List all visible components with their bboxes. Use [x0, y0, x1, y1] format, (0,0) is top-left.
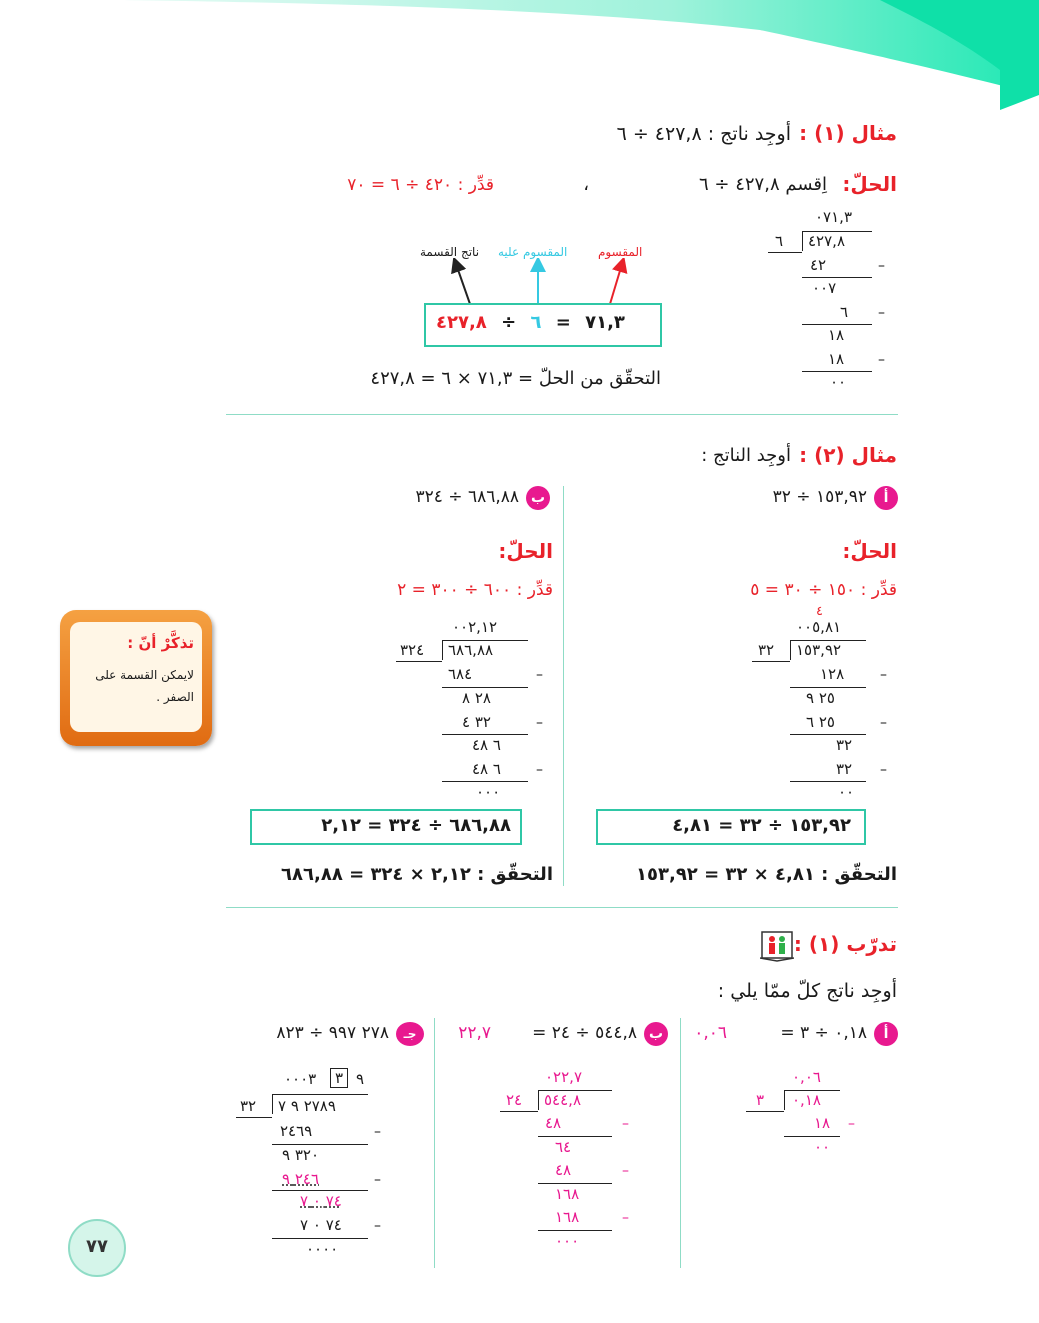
practice-a-badge: أ — [874, 1022, 898, 1046]
remember-title: تذكَّرْ أنّ : — [127, 634, 194, 652]
ex1-ld-line — [802, 324, 872, 325]
ex1-ld-divisor-line — [768, 252, 802, 253]
practice-c-ld: ٩ — [356, 1070, 365, 1088]
practice-column-divider — [434, 1018, 435, 1268]
practice-b-ld: ٥٤٤,٨ — [544, 1091, 581, 1109]
minus: – — [880, 762, 887, 778]
ex1-ld-quotient: ٠٧١,٣ — [815, 208, 852, 226]
minus: – — [374, 1172, 381, 1188]
practice-a-ld: ٣ — [756, 1091, 765, 1109]
ex1-ld-row5: ١٨ — [828, 350, 845, 368]
ex1-title: مثال (١) : — [799, 121, 897, 145]
ex2-b-ld-row: ٦ ٤٨ — [472, 736, 501, 754]
ex2-b-ld-dividend: ٦٨٦,٨٨ — [448, 641, 494, 659]
ex2-a-ld-line — [790, 781, 866, 782]
ex2-a-ld-row: ٢٥ ٩ — [806, 689, 835, 707]
practice-c-ld: ٠٠٠٠ — [306, 1240, 339, 1258]
ex2-b-solution-label: الحلّ: — [498, 539, 553, 563]
ex2-b-ld-divisor: ٣٢٤ — [400, 641, 425, 659]
ex1-ld-dividend: ٤٢٧,٨ — [808, 232, 845, 250]
ex2-b-check: التحقّق : ٢,١٢ × ٣٢٤ = ٦٨٦,٨٨ — [281, 864, 553, 885]
ex2-a-ld-line — [790, 687, 866, 688]
practice-title: تدرّب (١) : — [793, 932, 897, 956]
practice-c-ld: ٣٢٠ ٩ — [282, 1146, 320, 1164]
practice-b-ld: ٤٨ — [555, 1161, 572, 1179]
practice-c-badge: جـ — [396, 1022, 424, 1046]
ex2-b-ld-row: ٦٨٤ — [448, 665, 473, 683]
ex2-a-ld-row: ٣٢ — [836, 760, 853, 778]
ex2-a-ld-row: ٠٠ — [838, 783, 855, 801]
practice-c-ld: ٣٢ — [240, 1097, 257, 1115]
ex1-ld-divisor: ٦ — [775, 232, 784, 250]
practice-c-ld-bar — [272, 1094, 368, 1095]
ex1-solution-label: الحلّ: — [842, 172, 897, 196]
ex2-b-result: ٦٨٦,٨٨ ÷ ٣٢٤ = ٢,١٢ — [321, 815, 511, 836]
ex1-comma: ، — [583, 174, 589, 195]
ex2-a-ld-bracket — [790, 640, 791, 660]
ex1-ld-row4: ١٨ — [828, 326, 845, 344]
ex1-ld-minus: – — [878, 352, 885, 368]
practice-c-ld: ٢٤٦ ٩ — [282, 1170, 320, 1188]
label-quotient: ناتج القسمة — [420, 245, 480, 259]
eq-equals: = — [555, 312, 571, 333]
ex2-a-problem: ١٥٣,٩٢ ÷ ٣٢ — [772, 487, 867, 507]
practice-c-ld: ٧٤ ٠ ٧ — [300, 1192, 342, 1210]
eq-quotient: ٧١,٣ — [585, 312, 625, 333]
label-divisor: المقسوم عليه — [498, 245, 568, 259]
practice-a-answer: ٠,٠٦ — [694, 1023, 727, 1043]
practice-c-ld-bracket — [272, 1094, 273, 1114]
minus: – — [848, 1116, 855, 1132]
ex2-a-ld-row: ٣٢ — [836, 736, 853, 754]
ex2-a-ld-divisor: ٣٢ — [758, 641, 775, 659]
ex2-a-result: ١٥٣,٩٢ ÷ ٣٢ = ٤,٨١ — [672, 815, 851, 836]
remember-text-2: الصفر . — [156, 690, 194, 704]
minus: – — [536, 715, 543, 731]
practice-b-ld: ١٦٨ — [555, 1208, 580, 1226]
ex2-b-ld-line — [442, 687, 528, 688]
practice-c-ld: ٢٤٦٩ — [280, 1122, 313, 1140]
ex2-a-ld-dividend: ١٥٣,٩٢ — [796, 641, 842, 659]
ex2-a-ld-quotient: ٠٠٥,٨١ — [796, 618, 842, 636]
ex2-b-ld-row: ٠٠٠ — [476, 783, 501, 801]
ex1-equation — [436, 312, 625, 333]
remember-note — [60, 610, 212, 746]
practice-a-ld: ٠,٠٦ — [792, 1068, 821, 1086]
minus: – — [374, 1124, 381, 1140]
practice-b-problem: ٥٤٤,٨ ÷ ٢٤ = — [532, 1023, 637, 1043]
ex2-b-badge: ب — [526, 486, 550, 510]
ex1-ld-row2: ٠٠٧ — [812, 279, 837, 297]
practice-a-ld: ٠٠ — [814, 1138, 831, 1156]
practice-c-problem: ٢٧٨ ٩٩٧ ÷ ٨٢٣ — [276, 1023, 389, 1043]
ex2-a-ld-row: ٢٥ ٦ — [806, 713, 835, 731]
practice-c-ld-line — [272, 1190, 368, 1191]
minus: – — [622, 1163, 629, 1179]
practice-a-ld-bracket — [784, 1090, 785, 1110]
eq-divisor: ٦ — [530, 312, 542, 333]
practice-a-ld: ١٨ — [814, 1114, 831, 1132]
divider — [226, 414, 898, 415]
ex2-a-solution-label: الحلّ: — [842, 539, 897, 563]
ex2-b-ld-quotient: ٠٠٢,١٢ — [452, 618, 498, 636]
ex2-question: أوجِد الناتج : — [701, 445, 791, 466]
practice-b-ld-line — [538, 1136, 612, 1137]
ex1-ld-minus: – — [878, 258, 885, 274]
ex2-title: مثال (٢) : — [799, 443, 897, 467]
ex2-b-ld-divisor-line — [396, 661, 442, 662]
practice-c-ld: ٢٧٨٩ ٩ ٧ — [278, 1097, 336, 1115]
ex1-question: أوجِد ناتج : ٤٢٧,٨ ÷ ٦ — [616, 123, 791, 145]
ex2-b-ld-row: ٣٢ ٤ — [462, 713, 491, 731]
practice-c-ld: ٧٤ ٠ ٧ — [300, 1216, 342, 1234]
practice-b-ld: ٤٨ — [545, 1114, 562, 1132]
practice-c-ld-line — [272, 1238, 368, 1239]
practice-a-ld-divisor-line — [746, 1111, 784, 1112]
ex1-ld-row6: ٠٠ — [830, 373, 847, 391]
ex2-b-ld-bracket — [442, 640, 443, 660]
ex2-a-ld-divisor-line — [752, 661, 790, 662]
ex2-a-badge: أ — [874, 486, 898, 510]
remember-text-1: لايمكن القسمة على — [95, 668, 194, 682]
ex2-column-divider — [563, 486, 564, 886]
ex1-ld-row3: ٦ — [840, 303, 849, 321]
ex1-ld-line — [802, 371, 872, 372]
minus: – — [880, 715, 887, 731]
ex1-ld-line — [802, 277, 872, 278]
label-dividend: المقسوم — [598, 245, 643, 259]
ex1-solution-text: اِقسم ٤٢٧,٨ ÷ ٦ — [699, 174, 827, 195]
ex2-a-estimate: قدِّر : ١٥٠ ÷ ٣٠ = ٥ — [750, 580, 897, 600]
minus: – — [880, 667, 887, 683]
practice-b-ld: ٦٤ — [555, 1138, 572, 1156]
ex1-ld-bracket — [802, 231, 803, 251]
ex2-a-check: التحقّق : ٤,٨١ × ٣٢ = ١٥٣,٩٢ — [636, 864, 897, 885]
minus: – — [622, 1116, 629, 1132]
page-number: ٧٧ — [86, 1236, 108, 1257]
divider — [226, 907, 898, 908]
practice-a-ld-line — [784, 1136, 840, 1137]
ex2-b-problem: ٦٨٦,٨٨ ÷ ٣٢٤ — [415, 487, 519, 507]
practice-b-ld: ٢٤ — [506, 1091, 523, 1109]
minus: – — [536, 667, 543, 683]
ex1-ld-minus: – — [878, 305, 885, 321]
ex2-b-ld-row: ٦ ٤٨ — [472, 760, 501, 778]
practice-b-ld: ٠٠٠ — [555, 1232, 580, 1250]
practice-column-divider — [680, 1018, 681, 1268]
practice-a-ld: ٠,١٨ — [792, 1091, 821, 1109]
ex2-b-ld-line — [442, 734, 528, 735]
eq-div: ÷ — [501, 312, 517, 333]
practice-c-ld-divisor-line — [236, 1117, 272, 1118]
ex2-b-ld-row: ٢٨ ٨ — [462, 689, 491, 707]
practice-b-ld-line — [538, 1183, 612, 1184]
ex2-b-ld-line — [442, 781, 528, 782]
practice-b-ld-line — [538, 1230, 612, 1231]
minus: – — [622, 1210, 629, 1226]
eq-dividend: ٤٢٧,٨ — [436, 312, 487, 333]
ex1-ld-row1: ٤٢ — [810, 256, 827, 274]
ex1-arrows — [420, 258, 660, 308]
practice-c-ld-boxed-digit: ٣ — [330, 1068, 348, 1088]
practice-b-badge: ب — [644, 1022, 668, 1046]
minus: – — [536, 762, 543, 778]
ex1-check: التحقّق من الحلّ = ٧١,٣ × ٦ = ٤٢٧,٨ — [370, 368, 661, 389]
ex2-a-carry: ٤ — [816, 604, 823, 619]
header-swoosh — [0, 0, 1039, 130]
practice-a-problem: ٠,١٨ ÷ ٣ = — [780, 1023, 867, 1043]
practice-b-ld-bracket — [538, 1090, 539, 1110]
practice-b-ld: ٠٢٢,٧ — [545, 1068, 582, 1086]
practice-instruction: أوجِد ناتج كلّ ممّا يلي : — [717, 980, 897, 1002]
ex2-a-ld-line — [790, 734, 866, 735]
minus: – — [374, 1218, 381, 1234]
practice-c-ld: ٠٠٠٣ — [284, 1070, 317, 1088]
practice-b-ld: ١٦٨ — [555, 1185, 580, 1203]
practice-icon — [760, 930, 794, 962]
practice-c-ld-line — [272, 1144, 368, 1145]
practice-b-ld-divisor-line — [500, 1111, 538, 1112]
practice-b-answer: ٢٢,٧ — [458, 1023, 491, 1043]
ex2-a-ld-row: ١٢٨ — [820, 665, 845, 683]
ex2-b-estimate: قدِّر : ٦٠٠ ÷ ٣٠٠ = ٢ — [397, 580, 553, 600]
ex1-estimate: قدِّر : ٤٢٠ ÷ ٦ = ٧٠ — [347, 175, 494, 195]
